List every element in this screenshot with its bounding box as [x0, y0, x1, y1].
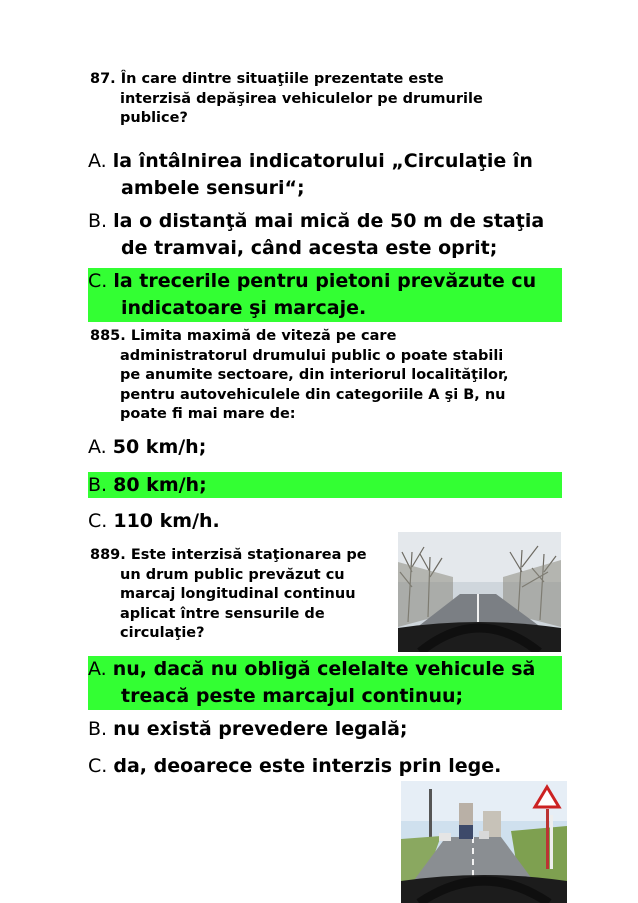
answer-885-a[interactable]	[88, 434, 558, 461]
question-text-line: pentru autovehiculele din categoriile A şi B, nu	[120, 386, 506, 403]
answer-text-line: nu, dacă nu obligă celelalte vehicule să	[112, 658, 536, 680]
question-text-line: administratorul drumului public o poate stabili	[120, 347, 504, 364]
answer-text-line: indicatoare şi marcaje.	[121, 297, 367, 319]
answer-letter: C.	[88, 510, 108, 532]
answer-text-line: ambele sensuri“;	[121, 177, 305, 199]
answer-text-line: da, deoarece este interzis prin lege.	[113, 755, 502, 777]
answer-87-b[interactable]	[88, 208, 558, 262]
question-text-line: circulaţie?	[120, 625, 205, 641]
answer-87-a[interactable]	[88, 148, 558, 202]
road-photo-trees	[398, 532, 561, 652]
question-889	[90, 546, 367, 644]
question-text-line: marcaj longitudinal continuu	[120, 586, 356, 602]
question-number: 889.	[90, 547, 126, 563]
answer-letter: A.	[88, 658, 107, 680]
question-text-line: un drum public prevăzut cu	[120, 566, 345, 583]
question-text-line: interzisă depăşirea vehiculelor pe drumurile	[120, 90, 483, 107]
answer-text-line: 80 km/h;	[113, 474, 207, 496]
answer-87-c-correct[interactable]	[88, 268, 562, 322]
question-text-line: Limita maximă de viteză pe care	[130, 328, 397, 344]
answer-letter: B.	[88, 474, 108, 496]
answer-letter: B.	[88, 718, 108, 740]
road-photo-warning-sign	[401, 781, 567, 903]
road-photo-trees-image	[398, 532, 561, 652]
question-text-line: publice?	[120, 110, 188, 126]
question-text-line: Este interzisă staţionarea pe	[130, 547, 367, 563]
answer-text-line: nu există prevedere legală;	[113, 718, 408, 740]
answer-889-c[interactable]	[88, 753, 558, 780]
question-text-line: pe anumite sectoare, din interiorul localităţilor,	[120, 367, 509, 383]
answer-letter: A.	[88, 436, 107, 458]
answer-letter: A.	[88, 150, 107, 172]
answer-885-c[interactable]	[88, 508, 558, 535]
question-text-line: aplicat între sensurile de	[120, 605, 325, 622]
answer-text-line: treacă peste marcajul continuu;	[121, 685, 464, 707]
question-885	[90, 327, 509, 425]
answer-letter: B.	[88, 210, 108, 232]
answer-889-b[interactable]	[88, 716, 558, 743]
answer-letter: C.	[88, 755, 108, 777]
answer-text-line: de tramvai, când acesta este oprit;	[121, 237, 498, 259]
answer-text-line: la trecerile pentru pietoni prevăzute cu	[113, 270, 537, 292]
answer-889-a-correct[interactable]	[88, 656, 562, 710]
question-number: 87.	[90, 71, 116, 87]
road-photo-warning-sign-image	[401, 781, 567, 903]
answer-text-line: 110 km/h.	[113, 510, 220, 532]
question-87	[90, 70, 483, 129]
answer-text-line: la o distanţă mai mică de 50 m de staţia	[113, 210, 545, 232]
question-text-line: poate fi mai mare de:	[120, 406, 296, 422]
question-text-line: În care dintre situaţiile prezentate este	[120, 71, 444, 87]
answer-text-line: la întâlnirea indicatorului „Circulaţie în	[112, 150, 533, 172]
answer-letter: C.	[88, 270, 108, 292]
question-number: 885.	[90, 328, 126, 344]
answer-885-b-correct[interactable]	[88, 472, 562, 498]
answer-text-line: 50 km/h;	[112, 436, 207, 458]
